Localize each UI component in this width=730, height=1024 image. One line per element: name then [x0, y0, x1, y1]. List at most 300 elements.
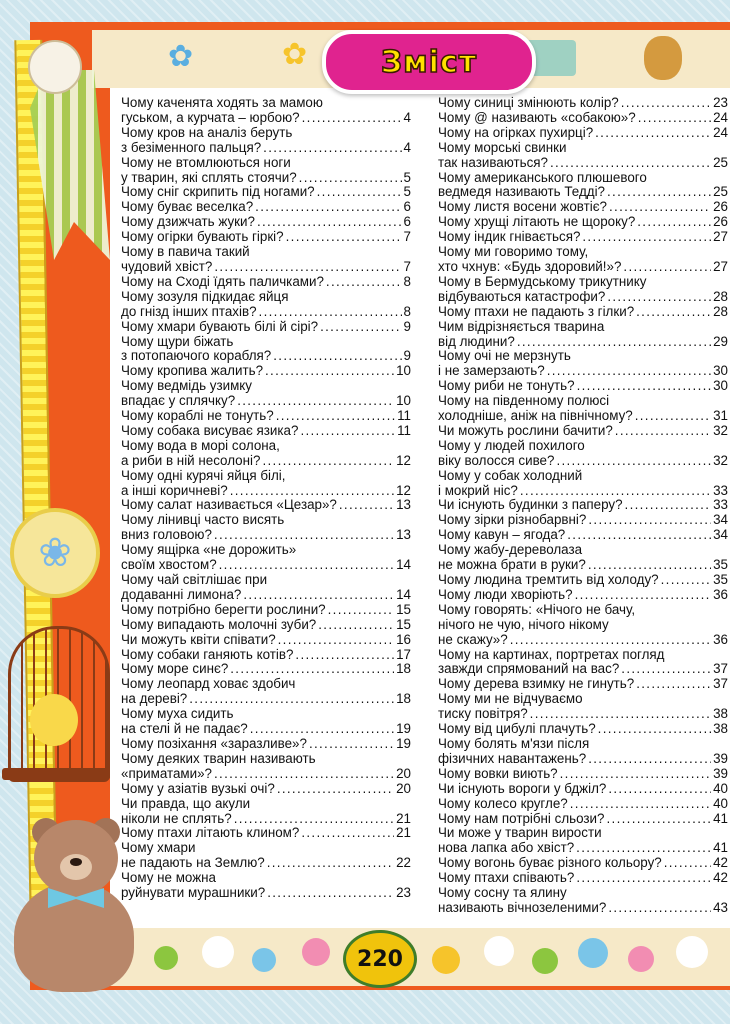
toc-entry[interactable]: [121, 200, 411, 215]
toc-entry[interactable]: [438, 856, 728, 871]
dot-leader: [588, 558, 711, 573]
toc-entry-text: так називаються?: [438, 154, 548, 170]
toc-entry-text: Чи існують будинки з паперу?: [438, 497, 623, 513]
toc-entry[interactable]: [438, 469, 728, 499]
toc-entry-text: Чому лінивці часто висять: [121, 512, 285, 528]
toc-entry[interactable]: [121, 841, 411, 871]
toc-entry-text: Чому ведмідь узимку: [121, 378, 252, 394]
dot-leader: [608, 782, 711, 797]
toc-page-number: 20: [396, 780, 411, 796]
dot-leader: [588, 513, 711, 528]
toc-entry-text: Чому у людей похилого: [438, 437, 585, 453]
toc-entry-text: відбуваються катастрофи?: [438, 288, 606, 304]
toc-entry-text: фізичних навантажень?: [438, 750, 587, 766]
toc-entry-text: Чому дерева взимку не гинуть?: [438, 676, 635, 692]
toc-entry-text: називають вічнозеленими?: [438, 899, 607, 915]
toc-entry[interactable]: [121, 498, 411, 513]
toc-entry-text: Чому салат називається «Цезар»?: [121, 497, 337, 513]
toc-entry[interactable]: [438, 528, 728, 543]
title-badge: [322, 30, 536, 94]
toc-entry[interactable]: [121, 677, 411, 707]
dot-leader: [309, 737, 394, 752]
toc-entry-text: своїм хвостом?: [121, 557, 217, 573]
toc-page-number: 6: [403, 199, 411, 215]
dot-leader: [547, 364, 711, 379]
bird-cage-base: [2, 768, 110, 780]
toc-page-number: 42: [713, 870, 728, 886]
toc-entry-text: з безіменного пальця?: [121, 139, 262, 155]
toc-entry[interactable]: [121, 513, 411, 543]
toc-page-number: 26: [713, 214, 728, 230]
page-number: 220: [343, 930, 417, 988]
dot-leader: [582, 230, 711, 245]
toc-entry-text: а інші коричневі?: [121, 482, 228, 498]
toc-entry[interactable]: [438, 230, 728, 245]
toc-entry-text: Чому нам потрібні сльози?: [438, 810, 605, 826]
toc-entry-text: тиску повітря?: [438, 706, 528, 722]
dot-leader: [214, 767, 394, 782]
toc-entry[interactable]: [438, 603, 728, 648]
dot-leader: [273, 349, 401, 364]
toc-entry-text: а риби в ній несолоні?: [121, 452, 261, 468]
dot-leader: [664, 856, 711, 871]
toc-entry-text: Чому болять м'язи після: [438, 735, 590, 751]
dot-leader: [577, 379, 712, 394]
toc-entry[interactable]: [121, 648, 411, 663]
dot-leader: [621, 96, 711, 111]
toc-entry[interactable]: [121, 752, 411, 782]
toc-entry-text: Чому на огірках пухирці?: [438, 124, 594, 140]
toc-entry[interactable]: [121, 573, 411, 603]
toc-page-number: 40: [713, 795, 728, 811]
toc-entry-text: Чому говорять: «Нічого не бачу,: [438, 601, 636, 617]
toc-entry-text: Чому ми не відчуваємо: [438, 691, 583, 707]
toc-entry[interactable]: [438, 245, 728, 275]
toc-entry[interactable]: [438, 275, 728, 305]
toc-entry-text: Чому на південному полюсі: [438, 393, 610, 409]
toc-entry[interactable]: [438, 871, 728, 886]
toc-entry-text: Чому вода в морі солона,: [121, 437, 280, 453]
toc-entry-text: Чи існують вороги у бджіл?: [438, 780, 607, 796]
toc-entry-text: Чому колесо кругле?: [438, 795, 568, 811]
flower-icon: ✿: [168, 40, 194, 73]
dot-leader: [301, 826, 394, 841]
toc-entry-text: Чому людина тремтить від холоду?: [438, 572, 659, 587]
toc-page-number: 27: [713, 258, 728, 274]
toc-page-number: 27: [713, 229, 728, 245]
toc-entry-text: Чому потрібно берегти рослини?: [121, 601, 326, 617]
toc-entry-text: Чому @ називають «собакою»?: [438, 109, 636, 125]
toc-entry-text: Чому хмари бувають білі й сірі?: [121, 318, 319, 334]
toc-page-number: 31: [713, 408, 728, 424]
toc-entry-text: Чому очі не мерзнуть: [438, 348, 571, 364]
dot-leader: [636, 677, 711, 692]
dot-leader: [259, 305, 402, 320]
toc-entry-text: Чому ми говоримо тому,: [438, 244, 589, 260]
toc-entry-text: Чи може у тварин вирости: [438, 825, 602, 841]
toc-page-number: 7: [403, 258, 411, 274]
toc-entry[interactable]: [438, 588, 728, 603]
toc-entry[interactable]: [121, 245, 411, 275]
toc-entry-text: Чому деяких тварин називають: [121, 750, 316, 766]
toc-page-number: 5: [403, 169, 411, 185]
dot-leader: [623, 260, 711, 275]
toc-page-number: 30: [713, 363, 728, 379]
toc-entry-text: Чому в Бермудському трикутнику: [438, 273, 647, 289]
toc-entry[interactable]: [438, 379, 728, 394]
toc-entry[interactable]: [438, 200, 728, 215]
toc-entry[interactable]: [121, 275, 411, 290]
toc-entry-text: Чому сосну та ялину: [438, 885, 567, 901]
toc-entry-text: Чому морські свинки: [438, 139, 567, 155]
toc-entry-text: на стелі й не падає?: [121, 721, 248, 737]
toc-entry-text: Чому каченята ходять за мамою: [121, 95, 323, 110]
toc-entry-text: Чому одні курячі яйця білі,: [121, 467, 286, 483]
dot-leader: [576, 841, 711, 856]
toc-page-number: 14: [396, 586, 411, 602]
toc-entry[interactable]: [121, 782, 411, 797]
toc-entry-text: Чому собаки ганяють котів?: [121, 646, 294, 662]
toc-page-number: 13: [396, 497, 411, 513]
toc-entry[interactable]: [438, 648, 728, 678]
toc-page-number: 8: [403, 303, 411, 319]
dot-leader: [234, 812, 394, 827]
toc-page-number: 16: [396, 631, 411, 647]
toc-entry[interactable]: [121, 797, 411, 827]
toc-entry-text: і мокрий ніс?: [438, 482, 518, 498]
toc-page-number: 35: [713, 572, 728, 587]
dot-leader: [608, 901, 711, 916]
dot-leader: [621, 662, 711, 677]
toc-entry[interactable]: [438, 573, 728, 588]
toc-entry[interactable]: [121, 603, 411, 618]
toc-page-number: 15: [396, 601, 411, 617]
toc-page-number: 25: [713, 154, 728, 170]
dot-leader: [237, 394, 394, 409]
toc-page-number: 23: [396, 885, 411, 901]
toc-entry[interactable]: [121, 618, 411, 633]
dot-leader: [320, 320, 401, 335]
toc-entry-text: Чому собака висуває язика?: [121, 422, 299, 438]
toc-entry-text: завжди спрямований на вас?: [438, 661, 620, 677]
toc-entry[interactable]: [438, 111, 728, 126]
toc-page-number: 18: [396, 691, 411, 707]
toc-page-number: 41: [713, 840, 728, 856]
dot-leader: [607, 185, 711, 200]
toc-entry-text: Чому жабу-дереволаза: [438, 542, 583, 558]
toc-page-number: 33: [713, 482, 728, 498]
toc-entry-text: Чому вогонь буває різного кольору?: [438, 855, 662, 871]
dot-leader: [567, 528, 711, 543]
toc-page-number: 4: [403, 139, 411, 155]
toc-entry-text: холодніше, аніж на північному?: [438, 408, 633, 424]
dot-leader: [276, 409, 395, 424]
toc-entry-text: Чому муха сидить: [121, 706, 234, 722]
toc-entry[interactable]: [438, 677, 728, 692]
toc-entry-text: Чому від цибулі плачуть?: [438, 721, 596, 737]
dot-leader: [550, 156, 711, 171]
toc-entry[interactable]: [121, 379, 411, 409]
toc-entry[interactable]: [438, 305, 728, 320]
toc-entry-text: Чому у азіатів вузькі очі?: [121, 780, 275, 796]
toc-entry-text: додаванні лимона?: [121, 586, 242, 602]
toc-page-number: 14: [396, 557, 411, 573]
dot-leader: [560, 767, 711, 782]
toc-entry[interactable]: [438, 349, 728, 379]
toc-page-number: 40: [713, 780, 728, 796]
dot-leader: [570, 797, 711, 812]
toc-entry[interactable]: [121, 543, 411, 573]
toc-entry-text: з потопаючого корабля?: [121, 348, 272, 364]
toc-entry-text: ведмедя називають Тедді?: [438, 184, 606, 200]
dot-leader: [317, 185, 402, 200]
toc-entry[interactable]: [121, 737, 411, 752]
toc-entry-text: Чому кров на аналіз беруть: [121, 124, 293, 140]
toc-entry[interactable]: [121, 156, 411, 186]
toc-entry-text: і не замерзають?: [438, 363, 545, 379]
toc-entry[interactable]: [438, 439, 728, 469]
toc-page-number: 4: [403, 109, 411, 125]
dot-leader: [250, 722, 394, 737]
toc-page-number: 33: [713, 497, 728, 513]
dot-leader: [299, 171, 402, 186]
dot-leader: [607, 290, 711, 305]
butterfly-icon: ❀: [10, 508, 100, 598]
toc-page-number: 19: [396, 735, 411, 751]
toc-entry[interactable]: [438, 543, 728, 573]
toc-entry-text: Чому в павича такий: [121, 244, 250, 260]
toc-entry-text: Чому у собак холодний: [438, 467, 583, 483]
toc-entry[interactable]: [121, 633, 411, 648]
toc-entry[interactable]: [121, 439, 411, 469]
toc-entry[interactable]: [438, 513, 728, 528]
toc-entry-text: Чому риби не тонуть?: [438, 378, 575, 394]
dot-leader: [615, 424, 711, 439]
toc-entry-text: на дереві?: [121, 691, 188, 707]
toc-entry-text: ніколи не сплять?: [121, 810, 232, 826]
toc-entry[interactable]: [121, 424, 411, 439]
dot-leader: [328, 603, 394, 618]
dot-leader: [609, 200, 711, 215]
dot-leader: [326, 275, 402, 290]
toc-entry-text: Чому птахи не падають з гілки?: [438, 303, 635, 319]
dot-leader: [214, 528, 394, 543]
toc-entry-text: Чому щури біжать: [121, 333, 234, 349]
dot-leader: [595, 126, 711, 141]
toc-entry-text: Чому леопард ховає здобич: [121, 676, 296, 692]
toc-entry[interactable]: [438, 498, 728, 513]
toc-entry-text: руйнувати мурашники?: [121, 885, 266, 901]
toc-entry[interactable]: [121, 364, 411, 379]
dot-leader: [262, 454, 394, 469]
toc-entry-text: Чому зозуля підкидає яйця: [121, 288, 289, 304]
toc-entry-text: нова лапка або хвіст?: [438, 840, 575, 856]
toc-page-number: 28: [713, 303, 728, 319]
toc-page-number: 36: [713, 586, 728, 602]
toc-page-number: 39: [713, 765, 728, 781]
dot-leader: [263, 141, 401, 156]
toc-page-number: 29: [713, 333, 728, 349]
dot-leader: [598, 722, 711, 737]
toc-page-number: 9: [403, 318, 411, 334]
toc-entry-text: Чому зірки різнобарвні?: [438, 512, 587, 528]
toc-entry[interactable]: [121, 707, 411, 737]
toc-entry-text: впадає у сплячку?: [121, 393, 236, 409]
toc-page-number: 38: [713, 706, 728, 722]
dot-leader: [636, 305, 711, 320]
toc-entry-text: Чому ящірка «не дорожить»: [121, 542, 297, 558]
dot-leader: [286, 230, 402, 245]
toc-entry[interactable]: [438, 797, 728, 812]
toc-entry[interactable]: [438, 826, 728, 856]
dot-leader: [243, 588, 394, 603]
toc-right-column: [438, 96, 728, 916]
toc-entry[interactable]: [121, 662, 411, 677]
toc-entry[interactable]: [121, 126, 411, 156]
toc-page-number: 15: [396, 616, 411, 632]
dot-leader: [230, 484, 394, 499]
dot-leader: [637, 215, 711, 230]
toc-entry[interactable]: [438, 141, 728, 171]
toc-entry[interactable]: [438, 394, 728, 424]
dot-leader: [278, 633, 394, 648]
toc-entry[interactable]: [438, 767, 728, 782]
toc-page-number: 21: [396, 825, 411, 841]
dot-leader: [265, 364, 394, 379]
teddy-bear-icon: [644, 36, 682, 80]
dot-leader: [295, 648, 394, 663]
toc-entry-text: Чому вовки виють?: [438, 765, 558, 781]
toc-entry-text: Чому не можна: [121, 870, 217, 886]
toc-entry[interactable]: [438, 320, 728, 350]
toc-entry-text: Чому листя восени жовтіє?: [438, 199, 607, 215]
toc-entry[interactable]: [121, 185, 411, 200]
toc-page-number: 18: [396, 661, 411, 677]
toc-entry[interactable]: [438, 126, 728, 141]
toc-entry[interactable]: [121, 871, 411, 901]
dot-leader: [576, 871, 711, 886]
toc-entry-text: Чому хмари: [121, 840, 196, 856]
toc-entry-text: Чому птахи співають?: [438, 870, 575, 886]
dot-leader: [635, 409, 711, 424]
toc-entry-text: до гнізд інших птахів?: [121, 303, 257, 319]
toc-page-number: 9: [403, 348, 411, 364]
dot-leader: [606, 812, 711, 827]
toc-page-number: 10: [396, 363, 411, 379]
toc-page-number: 5: [403, 184, 411, 200]
toc-entry[interactable]: [438, 812, 728, 827]
toc-entry[interactable]: [438, 782, 728, 797]
dot-leader: [302, 111, 402, 126]
toc-page-number: 13: [396, 527, 411, 543]
toc-entry[interactable]: [438, 171, 728, 201]
toc-entry-text: Чому чай світлішає при: [121, 572, 268, 587]
toc-entry[interactable]: [438, 722, 728, 737]
chick-icon: [30, 694, 78, 746]
dot-leader: [189, 692, 394, 707]
dot-leader: [267, 856, 394, 871]
dot-leader: [339, 498, 394, 513]
toc-entry[interactable]: [438, 215, 728, 230]
toc-entry-text: Чому кавун – ягода?: [438, 527, 566, 543]
toc-page-number: 32: [713, 422, 728, 438]
dot-leader: [300, 424, 395, 439]
page-title: Зміст: [380, 44, 478, 80]
dot-leader: [520, 484, 711, 499]
toc-entry[interactable]: [121, 230, 411, 245]
toc-page-number: 8: [403, 273, 411, 289]
toc-entry-text: Чим відрізняється тварина: [438, 318, 605, 334]
dot-leader: [255, 200, 401, 215]
dot-leader: [638, 111, 711, 126]
toc-entry-text: Чому птахи літають клином?: [121, 825, 300, 841]
toc-entry-text: Чому випадають молочні зуби?: [121, 616, 317, 632]
toc-entry[interactable]: [121, 290, 411, 320]
toc-entry-text: віку волосся сиве?: [438, 452, 555, 468]
toc-entry-text: Чому дзижчать жуки?: [121, 214, 255, 230]
toc-page-number: 43: [713, 899, 728, 915]
toc-page-number: 11: [397, 422, 411, 438]
toc-page-number: 17: [396, 646, 411, 662]
dot-leader: [214, 260, 401, 275]
dot-leader: [267, 886, 394, 901]
toc-entry[interactable]: [121, 469, 411, 499]
dot-leader: [661, 573, 711, 588]
toc-entry-text: Чому кораблі не тонуть?: [121, 408, 274, 424]
dot-leader: [575, 588, 712, 603]
dot-leader: [517, 335, 711, 350]
toc-entry[interactable]: [121, 335, 411, 365]
toc-entry-text: Чому люди хворіють?: [438, 586, 573, 602]
dot-leader: [318, 618, 394, 633]
toc-entry-text: Чому огірки бувають гіркі?: [121, 229, 284, 245]
dot-leader: [510, 633, 711, 648]
toc-page-number: 37: [713, 661, 728, 677]
toc-entry[interactable]: [438, 886, 728, 916]
toc-entry[interactable]: [121, 320, 411, 335]
toc-page-number: 36: [713, 631, 728, 647]
toc-page-number: 11: [397, 408, 411, 424]
dot-leader: [257, 215, 402, 230]
flower-icon: ✿: [282, 38, 308, 71]
toc-entry-text: чудовий хвіст?: [121, 258, 213, 274]
toc-entry[interactable]: [121, 826, 411, 841]
toc-entry-text: Чому не втомлюються ноги: [121, 154, 291, 170]
sewing-button-icon: [28, 40, 82, 94]
toc-page-number: 24: [713, 109, 728, 125]
toc-entry-text: не можна брати в руки?: [438, 557, 586, 573]
toc-page-number: 32: [713, 452, 728, 468]
toc-entry-text: Чому на картинах, портретах погляд: [438, 646, 665, 662]
toc-entry-text: гуськом, а курчата – юрбою?: [121, 109, 300, 125]
toc-page-number: 30: [713, 378, 728, 394]
toc-entry-text: хто чхнув: «Будь здоровий!»?: [438, 258, 622, 274]
toc-entry[interactable]: [438, 424, 728, 439]
toc-entry[interactable]: [121, 96, 411, 126]
toc-entry-text: Чому позіхання «заразливе»?: [121, 735, 307, 751]
toc-entry[interactable]: [438, 96, 728, 111]
toc-page-number: 12: [396, 452, 411, 468]
toc-entry[interactable]: [438, 692, 728, 722]
toc-entry-text: Чому синиці змінюють колір?: [438, 95, 619, 110]
toc-page-number: 22: [396, 855, 411, 871]
toc-entry[interactable]: [121, 215, 411, 230]
toc-entry[interactable]: [121, 409, 411, 424]
toc-page-number: 34: [713, 512, 728, 528]
toc-entry[interactable]: [438, 737, 728, 767]
toc-page-number: 39: [713, 750, 728, 766]
toc-entry-text: Чи можуть рослини бачити?: [438, 422, 613, 438]
